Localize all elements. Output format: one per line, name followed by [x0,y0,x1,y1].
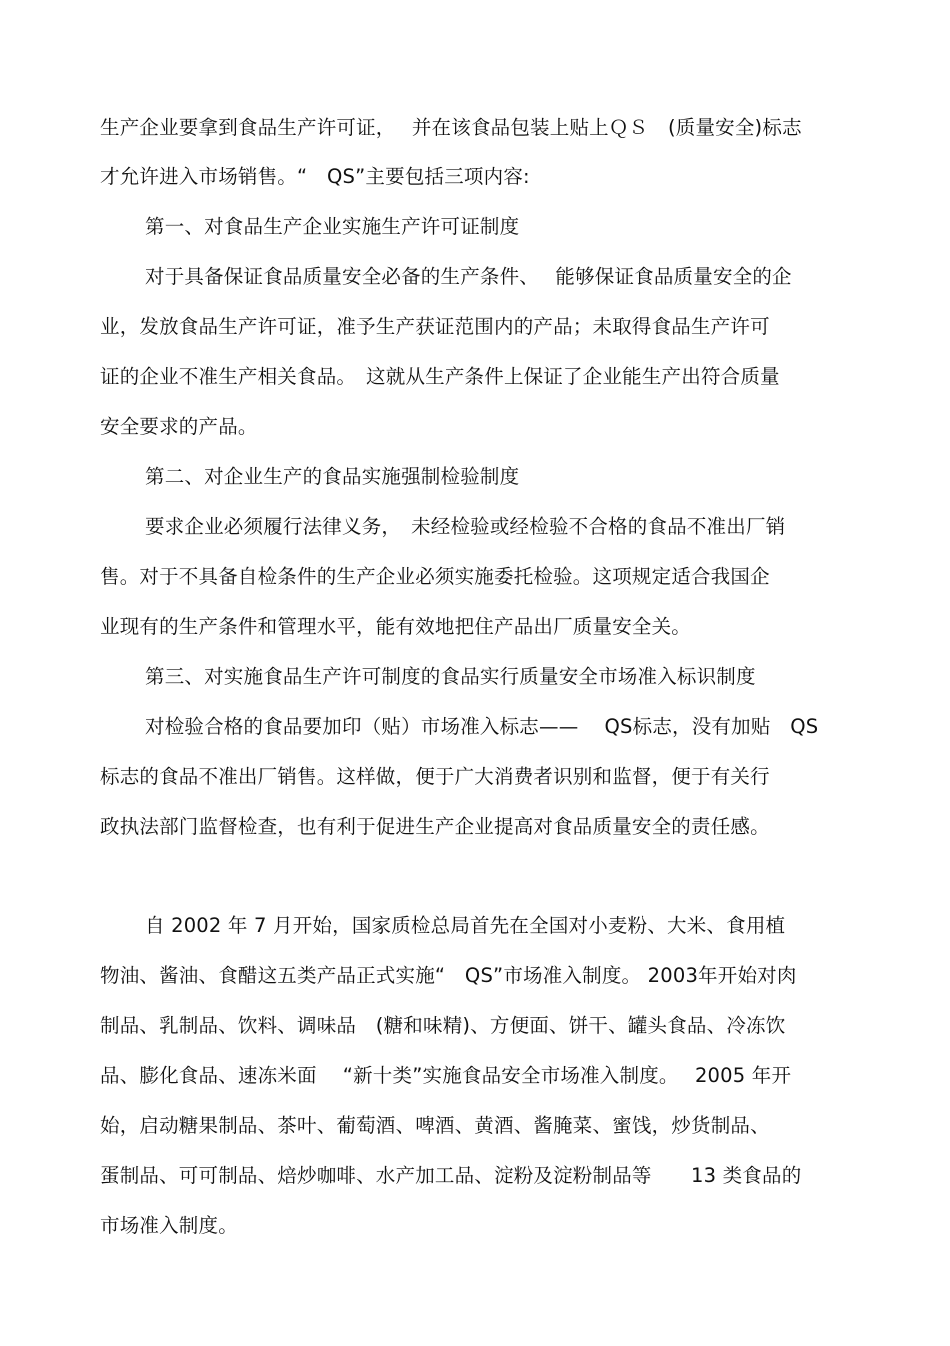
paragraph-line: 蛋制品、可可制品、焙炒咖啡、水产加工品、淀粉及淀粉制品等 13 类食品的 [100,1164,802,1187]
paragraph-line: 对于具备保证食品质量安全必备的生产条件、 能够保证食品质量安全的企 [145,265,792,288]
section-heading-1: 第一、对食品生产企业实施生产许可证制度 [145,215,520,238]
paragraph-line: 证的企业不准生产相关食品。 这就从生产条件上保证了企业能生产出符合质量 [100,365,780,388]
paragraph-line: 安全要求的产品。 [100,415,258,438]
paragraph-line: 政执法部门监督检查，也有利于促进生产企业提高对食品质量安全的责任感。 [100,815,770,838]
paragraph-line: 才允许进入市场销售。“ QS”主要包括三项内容: [100,165,530,188]
paragraph-line: 生产企业要拿到食品生产许可证， 并在该食品包装上贴上ＱＳ (质量安全)标志 [100,116,802,139]
section-heading-3: 第三、对实施食品生产许可制度的食品实行质量安全市场准入标识制度 [145,665,756,688]
paragraph-line: 市场准入制度。 [100,1214,238,1237]
paragraph-line: 对检验合格的食品要加印（贴）市场准入标志—— QS标志，没有加贴 QS [145,715,819,738]
paragraph-line: 业现有的生产条件和管理水平，能有效地把住产品出厂质量安全关。 [100,615,692,638]
paragraph-line: 制品、乳制品、饮料、调味品 (糖和味精)、方便面、饼干、罐头食品、冷冻饮 [100,1014,786,1037]
paragraph-line: 标志的食品不准出厂销售。这样做，便于广大消费者识别和监督，便于有关行 [100,765,770,788]
paragraph-line: 始，启动糖果制品、茶叶、葡萄酒、啤酒、黄酒、酱腌菜、蜜饯，炒货制品、 [100,1114,770,1137]
paragraph-line: 自 2002 年 7 月开始，国家质检总局首先在全国对小麦粉、大米、食用植 [145,914,786,937]
paragraph-line: 售。对于不具备自检条件的生产企业必须实施委托检验。这项规定适合我国企 [100,565,770,588]
paragraph-line: 要求企业必须履行法律义务， 未经检验或经检验不合格的食品不准出厂销 [145,515,786,538]
section-heading-2: 第二、对企业生产的食品实施强制检验制度 [145,465,520,488]
paragraph-line: 业，发放食品生产许可证，准予生产获证范围内的产品；未取得食品生产许可 [100,315,770,338]
paragraph-line: 物油、酱油、食醋这五类产品正式实施“ QS”市场准入制度。 2003年开始对肉 [100,964,797,987]
paragraph-line: 品、膨化食品、速冻米面 “新十类”实施食品安全市场准入制度。 2005 年开 [100,1064,792,1087]
